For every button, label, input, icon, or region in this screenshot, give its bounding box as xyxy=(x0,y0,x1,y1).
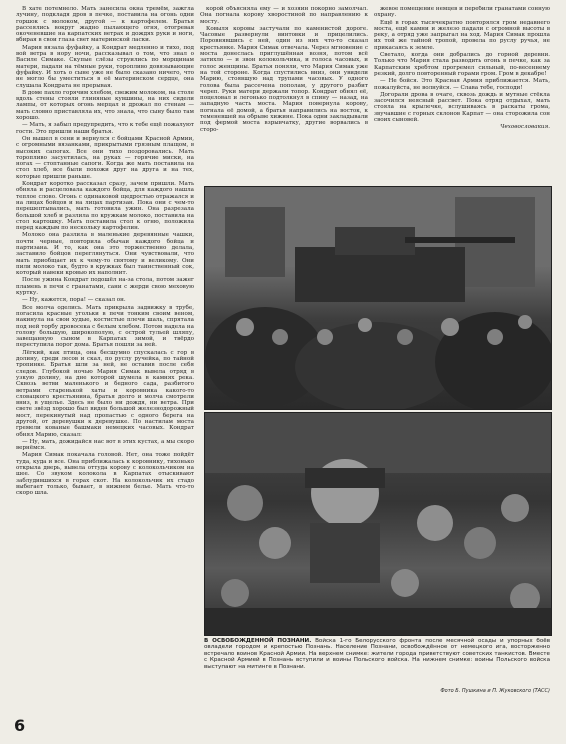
paragraph: Светало, когда они добрались до горной деревни. Только что Мария стала разводить огонь в печке, как за Карпатским хребтом прогремел сильный, по-весеннему резкий, долго повторенный горами гром. Гром в декабре! xyxy=(374,52,550,77)
paragraph: Лёгкий, как птица, она бесшумно спускалась с гор в долину, среди лесов и скал, по руслу ручейка, по тайной тропинке. Братья шли за ней, не оставив после себя следов. Глубокой ночью Мария Симак вывела отряд в узкую долину, на дне которой шумела в камнях река. Сквозь ветви маленького и бедного сада, разбитого ветрами старенькой хаты и коровника какого-то словацкого крестьянина, братья долго и молча смотрели вниз, в ущелье. Здесь не было ни дождя, ни ветра. При свете звёзд хорошо был виден большой железнодорожный мост, перекинутый над пропастью с одного берега на другой, от деревушки к деревушке. По настилам моста гремели кованые башмаки немецких часовых. Кондрат обнял Марию, сказал: xyxy=(16,349,194,438)
paragraph: — Не бойся. Это Красная Армия приближается. Мать, пожалуйста, не волнуйся. — Слава тебе, господи! xyxy=(374,78,550,91)
photo-caption xyxy=(204,638,550,670)
text-column-right xyxy=(374,6,550,182)
text-column-middle xyxy=(200,6,368,182)
photo-credit: Фото Б. Пушкина и П. Жуковского (ТАСС) xyxy=(440,688,550,694)
caption-text: Войска 1-го Белорусского фронта после месячной осады и упорных боёв овладели городом и крепостью Познань. Население Познани, освобождённое от немецкого ига, восторженно встречало воинов Красной Армии. На верхнем снимке: жители города приветствуют советских танкистов. Вместе с Красной Армией в Познань вступили и воины Польского войска. На нижнем снимке: воины Польского войска выступают на митинге в Познани. xyxy=(204,638,550,670)
paragraph: Он вышел в сени и вернулся с бойцами Красной Армии, с огромными вязанками, прикрытыми грязным плащом, в высоких сапогах. Все они тихо поздоровались. Мать торопливо засуетилась, на руках — горячие миски, на ногах — стоптанные сапоги. Когда же мать поставила на стол хлеб, все были похожи друг на друга и на тех, которые пришли раньше. xyxy=(16,135,194,180)
paragraph: — Ну, кажется, пора! — сказал он. xyxy=(22,297,126,304)
paragraph: Все молча оделись. Мать прикрыла задвижку в трубе, погасила красные угольки в печи тонким своим веном, накинула на свои худые, костистые плечи шаль, спрятала под ней торбу дровосека с белым хлебом. Потом надела на голову большую, широкополую, с острой тульей шляпу, завещанную сыном в Карпатах зимой, и твёрдо переступила порог дома. Братья пошли за ней. xyxy=(16,304,194,349)
photo-soldiers-rally xyxy=(204,412,552,636)
paragraph: Ещё в горах тысячекратно повторялся гром недавнего моста, ещё камни и железо падали с огромной высоты в реку, а отряд уже запрыгал на ход. Мария Симак прошла их той же тайной тропой, провела по руслу ручья, не прикасаясь к земле. xyxy=(374,19,550,51)
paragraph: Молоко она разлила в маленькие деревянные чашки, почти черные, повторила обычаи каждого бойца и партизана. И то, как она это торжественно делала, заставило бойцов переглянуться. Они чувствовали, что мать приобщает их к чему-то святому и великому. Они пили молоко так, будто в кружках был таинственный сок, который навеки кровью их наполнит. xyxy=(16,232,194,277)
paragraph: В доме пахло горячим хлебом, свежим молоком, на столе вдоль стены стояли глиняные кувшины, на них сидели лампы, от которых огонь мерцал и дрожал по стенам — мать словно приставляла их, что знала, что сыну было там хорошо. xyxy=(16,89,194,122)
caption-heading: В ОСВОБОЖДЕННОЙ ПОЗНАНИ. xyxy=(204,638,312,644)
paragraph: — Мать, я забыл предупредить, что к тебе ещё пожалуют гости. Это пришли наши братья. xyxy=(16,122,194,135)
paragraph: — Ну, мать, дожидайся нас вот в этих кустах, а мы скоро вернёмся. xyxy=(16,438,194,452)
paragraph: После ужина Кондрат подошёл на-за стола, потом зажег пламень в печи с гранатами, сани с жерди свою меховую куртку. xyxy=(16,277,194,297)
paragraph: Ковыля коровы застучали по каменистой дороге. Часовые развернули винтовки и прицелились. Поровнявшись с ней, один из них что-то сказал крестьянке. Мария Симак отвечала. Через мгновение с моста донеслась приглушённая возня, потом всё затихло — и звон колокольчика, и голоса часовых, и голос женщины. Братья поняли, что Мария Симак уже на той стороне. Когда спустились вниз, они увидели Марию, стоявшую над трупами часовых. У одного голова была рассечена пополам, у другого разбит череп. Руки матери держали топор. Кондрат обнял её, поцеловал и легонько подтолкнул в спину — назад, на западную часть моста. Мария повернула корову, погнала её домой, а братья направились на восток, к теменевшей на обрыве хижине. Пока одни закладывали под фермой моста взрывчатку, другие ворвались в сторо- xyxy=(200,25,368,133)
paragraph: жевое помещение немцев и перебили гранатами сонную охрану. xyxy=(374,6,550,19)
page-number: 6 xyxy=(14,716,26,735)
text-column-left xyxy=(16,6,194,718)
paragraph: Кондрат коротко рассказал сразу, зачем пришли. Мать обняла и расцеловала каждого бойца, для каждого нашла теплое слово. Огонь с одинаковой щедростью отражался и на лицах бойцов и на лицах партизан. Пока они с чем-то перешептывались, мать готовила ужин. Она разрезала большой хлеб и разлила по кружкам молоко, поставила на стол картошку. Мать поставила стол к огню, положила перед каждым по нескольку картофелин. xyxy=(16,181,194,232)
photo-tank-crowd xyxy=(204,186,552,410)
photo-tank-crowd-illustration xyxy=(205,187,551,409)
paragraph: Мария Симак покачала головой. Нет, она тоже пойдёт туда, куда и все. Она приближалась к коровнику, тихонько открыла дверь, вывела оттуда корову с колокольчиком на шее. Со звуком колокола в Карпатах отыскивают заблудившихся в горах скот. На колокольчик их стадо выбегает только, бывает, в нижнем белье. Мать что-то скоро шла. xyxy=(16,452,194,497)
photo-soldiers-rally-illustration xyxy=(205,413,551,635)
paragraph: Догорали дрова в очаге, сквозь дождь и мутные стёкла засочился неясный рассвет. Пока отряд отдыхал, мать стояла на крылечке, вслушиваясь в раскаты грома, звучавшие с горных склонов Карпат — она сторожила сон своих сыновей. xyxy=(374,91,550,124)
paragraph: корой объясняла ему — и хозяин покорно замолчал. Она погнала корову хворостиной по направлению к мосту. xyxy=(200,6,368,25)
paragraph: Мария вязала фуфайку, а Кондрат медленно и тихо, под вой ветра в нору ночи, рассказывал о том, что знал о Василе Симаке. Скупые слёзы струились по морщинам матери, падали на тёмные руки, торопливо довязывающие фуфайку. И хоть о сыне уже не было сказано ничего, что не могло бы уместиться в её материнском сердце, она слушала Кондрата не прерывая. xyxy=(16,44,194,89)
story-signature: Чеховословакия. xyxy=(500,124,550,131)
paragraph: В хате потемнело. Мать занесила окна тремём, зажгла лучину, подкладя дров в печке, поставила на огонь одни горшок с молоком, другой — к картофелем. Братья рассеялись вокруг жадно пылающего огня, отогревая окоченевшие на карпатских ветрах и дождях руки и ноги, вбирая в свои глаза свет материнской ласки. xyxy=(16,6,194,44)
